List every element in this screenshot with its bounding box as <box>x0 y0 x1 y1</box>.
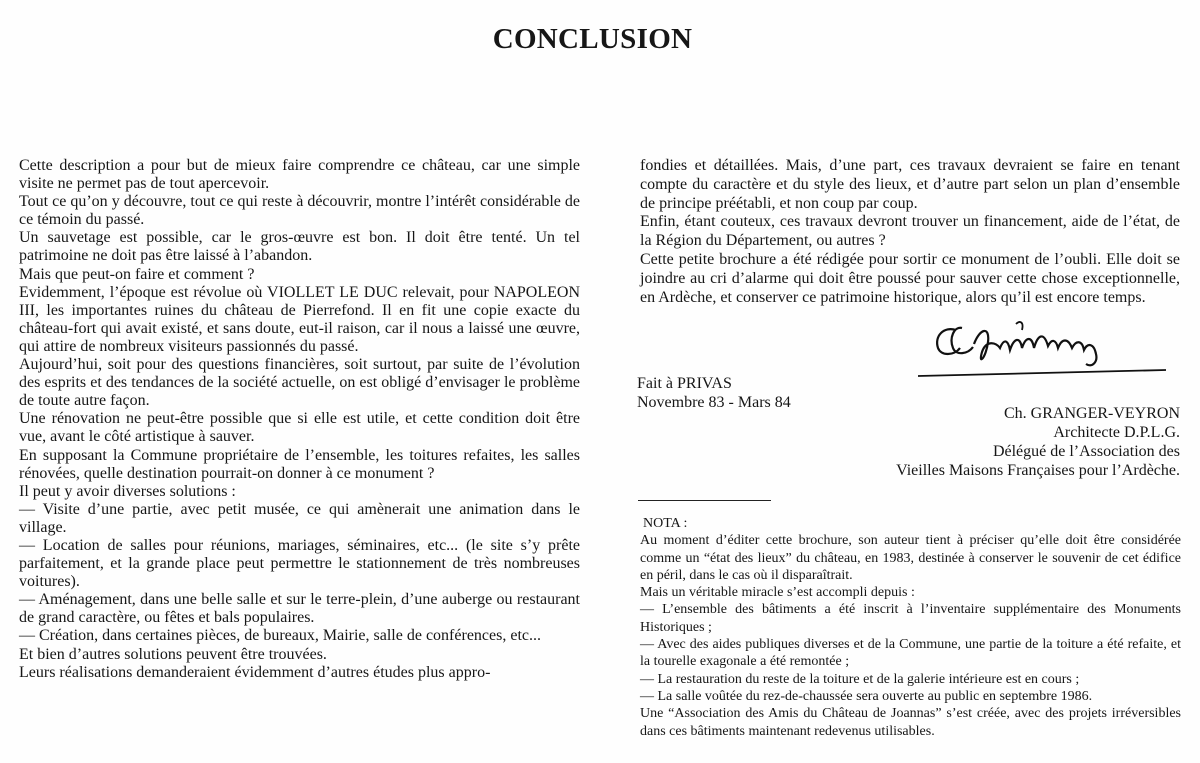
list-item: — Création, dans certaines pièces, de bureaux, Mairie, salle de conférences, etc... <box>19 627 541 645</box>
nota-paragraph: Une “Association des Amis du Château de Joannas” s’est créée, avec des projets irréversibles dans ces bâtiments maintenant redevenus utilisables. <box>640 706 1181 739</box>
nota-paragraph: Mais un véritable miracle s’est accompli depuis : <box>640 585 915 601</box>
paragraph: Une rénovation ne peut-être possible que si elle est utile, et cette condition doit être vue, avant le côté artistique à sauver. <box>19 410 580 446</box>
nota-list-item: — L’ensemble des bâtiments a été inscrit à l’inventaire supplémentaire des Monuments Historiques ; <box>640 602 1181 635</box>
nota-paragraph: Au moment d’éditer cette brochure, son auteur tient à préciser qu’elle doit être considérée comme un “état des lieux” du château, en 1983, destinée à conserver le souvenir de cet édifice en péril, dans le cas où il disparaîtrait. <box>640 533 1181 583</box>
footnote-divider <box>638 500 771 501</box>
place: Fait à PRIVAS <box>637 375 732 392</box>
nota-block <box>640 515 1181 740</box>
list-item: — Visite d’une partie, avec petit musée, ce qui amènerait une animation dans le village. <box>19 500 580 536</box>
signature-image <box>916 318 1176 388</box>
paragraph: Et bien d’autres solutions peuvent être trouvées. <box>19 645 327 663</box>
paragraph: fondies et détaillées. Mais, d’une part, ces travaux devraient se faire en tenant compte du caractère et du style des lieux, et d’autre part selon un plan d’ensemble de principe préétabli, et non coup par coup. <box>640 157 1180 212</box>
author-role: Vieilles Maisons Françaises pour l’Ardèche. <box>896 462 1180 479</box>
author-title: Architecte D.P.L.G. <box>1053 424 1180 441</box>
paragraph: Leurs réalisations demanderaient évidemment d’autres études plus appro- <box>19 663 491 681</box>
nota-list-item: — Avec des aides publiques diverses et de la Commune, une partie de la toiture a été refaite, et la tourelle exagonale a été remontée ; <box>640 637 1181 670</box>
paragraph: Un sauvetage est possible, car le gros-œuvre est bon. Il doit être tenté. Un tel patrimoine ne doit pas être laissé à l’abandon. <box>19 229 580 265</box>
paragraph: Cette petite brochure a été rédigée pour sortir ce monument de l’oubli. Elle doit se joindre au cri d’alarme qui doit être poussé pour sauver cette chose exceptionnelle, en Ardèche, et conserver ce patrimoine historique, alors qu’il est encore temps. <box>640 250 1180 306</box>
right-text-column <box>640 157 1180 307</box>
author-block <box>820 404 1180 480</box>
author-name: Ch. GRANGER-VEYRON <box>1004 405 1180 422</box>
author-role: Délégué de l’Association des <box>992 443 1180 460</box>
nota-heading: NOTA : <box>643 516 688 531</box>
paragraph: Mais que peut-on faire et comment ? <box>19 265 255 283</box>
paragraph: Aujourd’hui, soit pour des questions financières, soit surtout, par suite de l’évolution des esprits et des tendances de la société actuelle, on est obligé d’envisager le problème de toute autre façon. <box>19 356 580 410</box>
date: Novembre 83 - Mars 84 <box>637 394 791 411</box>
nota-list-item: — La salle voûtée du rez-de-chaussée sera ouverte au public en septembre 1986. <box>640 688 1093 704</box>
paragraph: Cette description a pour but de mieux faire comprendre ce château, car une simple visite ne permet pas de tout apercevoir. <box>19 157 580 193</box>
page-title: CONCLUSION <box>492 23 693 56</box>
list-item: — Aménagement, dans une belle salle et sur le terre-plein, d’une auberge ou restaurant de grand caractère, ou fêtes et bals populaires. <box>19 591 580 627</box>
paragraph: Il peut y avoir diverses solutions : <box>19 482 236 500</box>
left-text-column <box>19 157 580 682</box>
paragraph: Tout ce qu’on y découvre, tout ce qui reste à découvrir, montre l’intérêt considérable de ce témoin du passé. <box>19 193 580 229</box>
paragraph: En supposant la Commune propriétaire de l’ensemble, les toitures refaites, les salles rénovées, quelle destination pourrait-on donner à ce monument ? <box>19 446 580 482</box>
list-item: — Location de salles pour réunions, mariages, séminaires, etc... (le site s’y prête parfaitement, et la grande place peut permettre le stationnement de très nombreuses voitures). <box>19 536 580 591</box>
nota-list-item: — La restauration du reste de la toiture et de la galerie intérieure est en cours ; <box>640 671 1080 687</box>
paragraph: Evidemment, l’époque est révolue où VIOLLET LE DUC relevait, pour NAPOLEON III, les importantes ruines du château de Pierrefond. Il en fit une copie exacte du château-fort qui avait existé, et sans doute, eut-il raison, car il nous a laissé une œuvre, qui attire de nombreux visiteurs passionnés du passé. <box>19 283 580 355</box>
paragraph: Enfin, étant couteux, ces travaux devront trouver un financement, aide de l’état, de la Région du Département, ou autres ? <box>640 213 1180 250</box>
